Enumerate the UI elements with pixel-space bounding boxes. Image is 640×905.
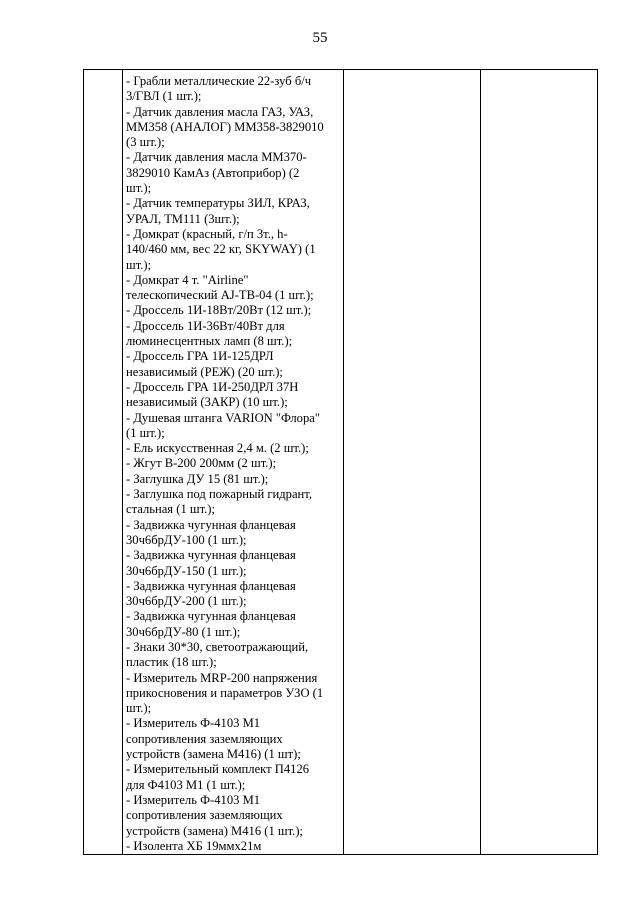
list-item: - Знаки 30*30, светоотражающий, пластик (18 шт.); (126, 639, 309, 670)
list-item: - Измерительный комплект П4126 для Ф4103 М1 (1 шт.); (126, 762, 310, 792)
list-item: - Датчик давления масла ГАЗ, УАЗ, ММ358 (АНАЛОГ) ММ358-3829010 (3 шт.); (126, 104, 324, 150)
list-item: - Ель искусственная 2,4 м. (2 шт.); (126, 441, 309, 456)
table-row (84, 70, 598, 855)
list-item: - Домкрат (красный, г/п 3т., h- 140/460 мм, вес 22 кг, SKYWAY) (1 шт.); (126, 226, 316, 272)
list-item: - Задвижка чугунная фланцевая 30ч6брДУ-200 (1 шт.); (126, 578, 296, 609)
list-item: - Заглушка ДУ 15 (81 шт.); (126, 471, 269, 486)
list-item: - Душевая штанга VARION "Флора" (1 шт.); (126, 410, 320, 440)
list-item: - Измеритель Ф-4103 М1 сопротивления заземляющих устройств (замена М416) (1 шт); (126, 716, 301, 762)
list-item: - Жгут В-200 200мм (2 шт.); (126, 456, 277, 471)
item-list (126, 74, 340, 854)
table-cell-items (123, 70, 344, 855)
list-item: - Дроссель ГРА 1И-250ДРЛ 37Н независимый (ЗАКР) (10 шт.); (126, 379, 299, 410)
list-item: - Задвижка чугунная фланцевая 30ч6брДУ-80 (1 шт.); (126, 609, 296, 639)
table-cell-empty (344, 70, 481, 855)
list-item: - Измеритель MRP-200 напряжения прикосновения и параметров УЗО (1 шт.); (126, 670, 324, 716)
list-item: - Домкрат 4 т. "Airline" телескопический AJ-TB-04 (1 шт.); (126, 272, 314, 303)
page-number: 55 (312, 30, 328, 46)
list-item: - Изолента ХБ 19ммх21м (126, 838, 262, 853)
list-item: - Датчик температуры ЗИЛ, КРАЗ, УРАЛ, ТМ111 (3шт.); (126, 196, 310, 226)
list-item: - Измеритель Ф-4103 М1 сопротивления заземляющих устройств (замена) М416 (1 шт.); (126, 792, 304, 838)
list-item: - Дроссель 1И-18Вт/20Вт (12 шт.); (126, 303, 312, 318)
list-item: - Задвижка чугунная фланцевая 30ч6брДУ-150 (1 шт.); (126, 548, 296, 578)
document-table (83, 69, 598, 855)
list-item: - Дроссель 1И-36Вт/40Вт для люминесцентных ламп (8 шт.); (126, 318, 293, 349)
table-cell-number (84, 70, 123, 855)
table-cell-empty (481, 70, 598, 855)
list-item: - Задвижка чугунная фланцевая 30ч6брДУ-100 (1 шт.); (126, 517, 296, 547)
list-item: - Дроссель ГРА 1И-125ДРЛ независимый (РЕЖ) (20 шт.); (126, 349, 283, 379)
list-item: - Грабли металлические 22-зуб б/ч 3/ГВЛ (1 шт.); (126, 74, 312, 104)
list-item: - Датчик давления масла ММ370- 3829010 КамАз (Автоприбор) (2 шт.); (126, 150, 307, 196)
list-item: - Заглушка под пожарный гидрант, стальная (1 шт.); (126, 487, 312, 517)
